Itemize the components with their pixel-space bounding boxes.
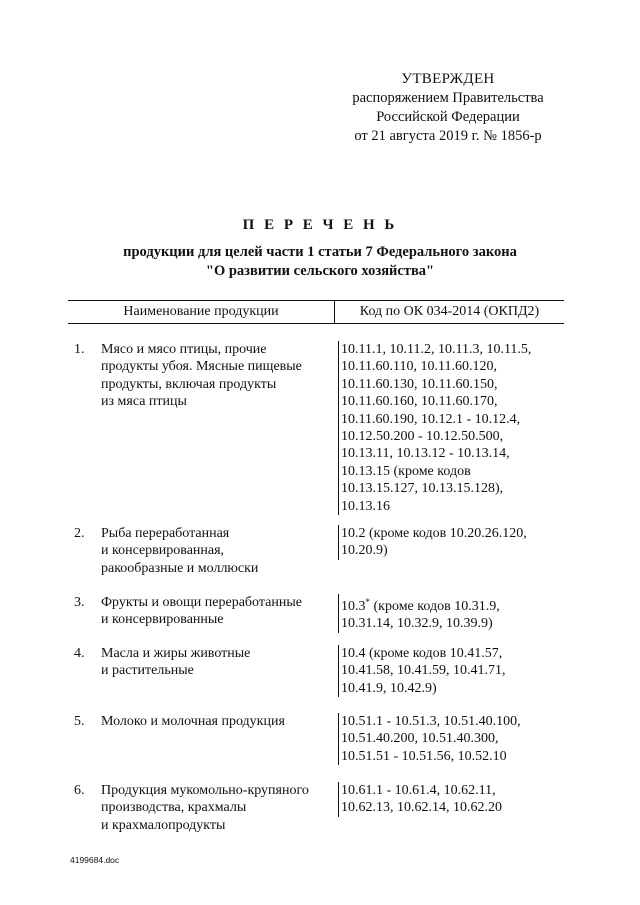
footnote-marker: * xyxy=(365,597,370,607)
code-text-rest: (кроме кодов 10.31.9, 10.31.14, 10.32.9, 10.39.9) xyxy=(341,599,500,632)
row-product-name: Фрукты и овощи переработанные и консервированные xyxy=(101,595,302,628)
document-subtitle xyxy=(60,243,580,281)
column-header-code: Код по ОК 034-2014 (ОКПД2) xyxy=(359,304,540,319)
row-product-code: 10.2 (кроме кодов 10.20.26.120, 10.20.9) xyxy=(338,525,581,560)
approval-line-2: Российской Федерации xyxy=(376,109,520,125)
subtitle-line-2: "О развитии сельского хозяйства" xyxy=(205,263,435,279)
subtitle-line-1: продукции для целей части 1 статьи 7 Федерального закона xyxy=(123,244,517,260)
code-text: 10.3 xyxy=(341,599,366,614)
row-product-code xyxy=(338,594,581,633)
approval-title: УТВЕРЖДЕН xyxy=(401,71,495,87)
approval-line-3: от 21 августа 2019 г. № 1856-р xyxy=(354,128,542,144)
row-product-name: Масла и жиры животные и растительные xyxy=(101,646,251,679)
row-product-name: Молоко и молочная продукция xyxy=(101,714,285,729)
row-product-code: 10.51.1 - 10.51.3, 10.51.40.100, 10.51.40.200, 10.51.40.300, 10.51.51 - 10.51.56, 10.52.10 xyxy=(338,713,581,765)
row-product-name: Рыба переработанная и консервированная, ракообразные и моллюски xyxy=(101,526,259,576)
table-header xyxy=(68,300,564,324)
document-title: П Е Р Е Ч Е Н Ь xyxy=(242,217,398,233)
approval-block xyxy=(330,70,566,146)
row-number: 6. xyxy=(74,783,85,798)
row-product-name: Продукция мукомольно-крупяного производства, крахмалы и крахмалопродукты xyxy=(101,783,309,833)
row-number: 2. xyxy=(74,526,85,541)
column-header-name: Наименование продукции xyxy=(68,301,335,323)
approval-line-1: распоряжением Правительства xyxy=(352,90,544,106)
row-product-code: 10.11.1, 10.11.2, 10.11.3, 10.11.5, 10.11.60.110, 10.11.60.120, 10.11.60.130, 10.11.60.150, 10.11.60.160, 10.11.60.170, 10.11.60.190, 10.12.1 - 10.12.4, 10.12.50.200 - 10.12.50.500, 10.13.11, 10.13.12 - 10.13.14, 10.13.15 (кроме кодов 10.13.15.127, 10.13.15.128), 10.13.16 xyxy=(338,341,581,515)
row-product-code: 10.61.1 - 10.61.4, 10.62.11, 10.62.13, 10.62.14, 10.62.20 xyxy=(338,782,581,817)
row-product-code: 10.4 (кроме кодов 10.41.57, 10.41.58, 10.41.59, 10.41.71, 10.41.9, 10.42.9) xyxy=(338,645,581,697)
row-product-name: Мясо и мясо птицы, прочие продукты убоя. Мясные пищевые продукты, включая продукты из мяса птицы xyxy=(101,342,302,410)
row-number: 1. xyxy=(74,342,85,357)
row-number: 3. xyxy=(74,595,85,610)
footer-doc-id: 4199684.doc xyxy=(70,855,120,865)
row-number: 5. xyxy=(74,714,85,729)
row-number: 4. xyxy=(74,646,85,661)
